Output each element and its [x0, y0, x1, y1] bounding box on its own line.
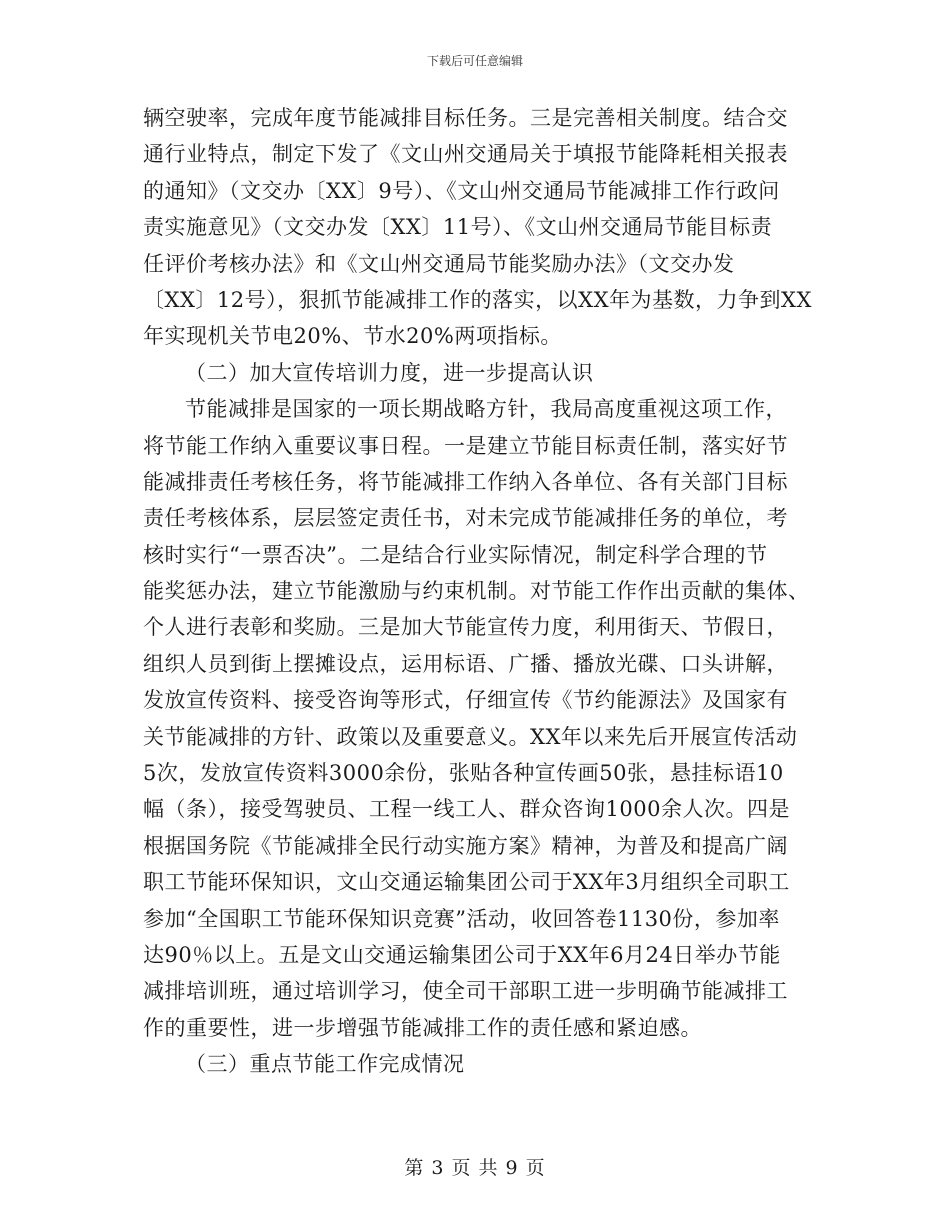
text-line: 节能减排是国家的一项长期战略方针，我局高度重视这项工作，	[185, 397, 787, 422]
text-line: 辆空驶率，完成年度节能减排目标任务。三是完善相关制度。结合交	[143, 106, 788, 130]
text-line: 组织人员到街上摆摊设点，运用标语、广播、播放光碟、口头讲解，	[143, 651, 788, 676]
text-line: 幅（条），接受驾驶员、工程一线工人、群众咨询1000余人次。四是	[143, 797, 790, 822]
text-line: 关节能减排的方针、政策以及重要意义。XX年以来先后开展宣传活动	[143, 724, 798, 749]
text-line: 根据国务院《节能减排全民行动实施方案》精神，为普及和提高广阔	[143, 833, 788, 858]
text-line: 年实现机关节电20%、节水20%两项指标。	[143, 324, 562, 349]
text-line: 能减排责任考核任务，将节能减排工作纳入各单位、各有关部门目标	[143, 469, 788, 494]
text-line: 参加“全国职工节能环保知识竞赛”活动，收回答卷1130份，参加率	[143, 906, 780, 931]
text-line: 个人进行表彰和奖励。三是加大节能宣传力度，利用街天、节假日，	[143, 615, 788, 640]
page-header: 下载后可任意编辑	[426, 54, 523, 68]
text-line: 5次，发放宣传资料3000余份，张贴各种宣传画50张，悬挂标语10	[143, 761, 784, 786]
text-line: 职工节能环保知识，文山交通运输集团公司于XX年3月组织全司职工	[143, 870, 790, 895]
text-line: 将节能工作纳入重要议事日程。一是建立节能目标责任制，落实好节	[143, 433, 788, 458]
text-line: （二）加大宣传培训力度，进一步提高认识	[185, 360, 594, 385]
page-footer: 第 3 页 共 9 页	[404, 1157, 546, 1179]
body-text	[143, 100, 813, 1083]
text-line: 通行业特点，制定下发了《文山州交通局关于填报节能降耗相关报表	[143, 142, 788, 167]
text-line: 发放宣传资料、接受咨询等形式，仔细宣传《节约能源法》及国家有	[143, 688, 788, 713]
text-line: 减排培训班，通过培训学习，使全司干部职工进一步明确节能减排工	[143, 979, 788, 1004]
text-line: 核时实行“一票否决”。二是结合行业实际情况，制定科学合理的节	[143, 542, 768, 567]
text-line: 能奖惩办法，建立节能激励与约束机制。对节能工作作出贡献的集体、	[143, 579, 810, 604]
text-line: 责任考核体系，层层签定责任书，对未完成节能减排任务的单位，考	[143, 506, 788, 531]
text-line: （三）重点节能工作完成情况	[185, 1052, 465, 1077]
text-line: 责实施意见》（文交办发〔XX〕11号）、《文山州交通局节能目标责	[143, 215, 773, 240]
text-line: 的通知》（文交办〔XX〕9号）、《文山州交通局节能减排工作行政问	[143, 178, 780, 203]
text-line: 任评价考核办法》和《文山州交通局节能奖励办法》（文交办发	[143, 251, 735, 276]
text-line: 达90％以上。五是文山交通运输集团公司于XX年6月24日举办节能	[143, 942, 781, 967]
text-line: 作的重要性，进一步增强节能减排工作的责任感和紧迫感。	[143, 1015, 702, 1040]
text-line: 〔XX〕12号），狠抓节能减排工作的落实，以XX年为基数，力争到XX	[143, 287, 812, 312]
